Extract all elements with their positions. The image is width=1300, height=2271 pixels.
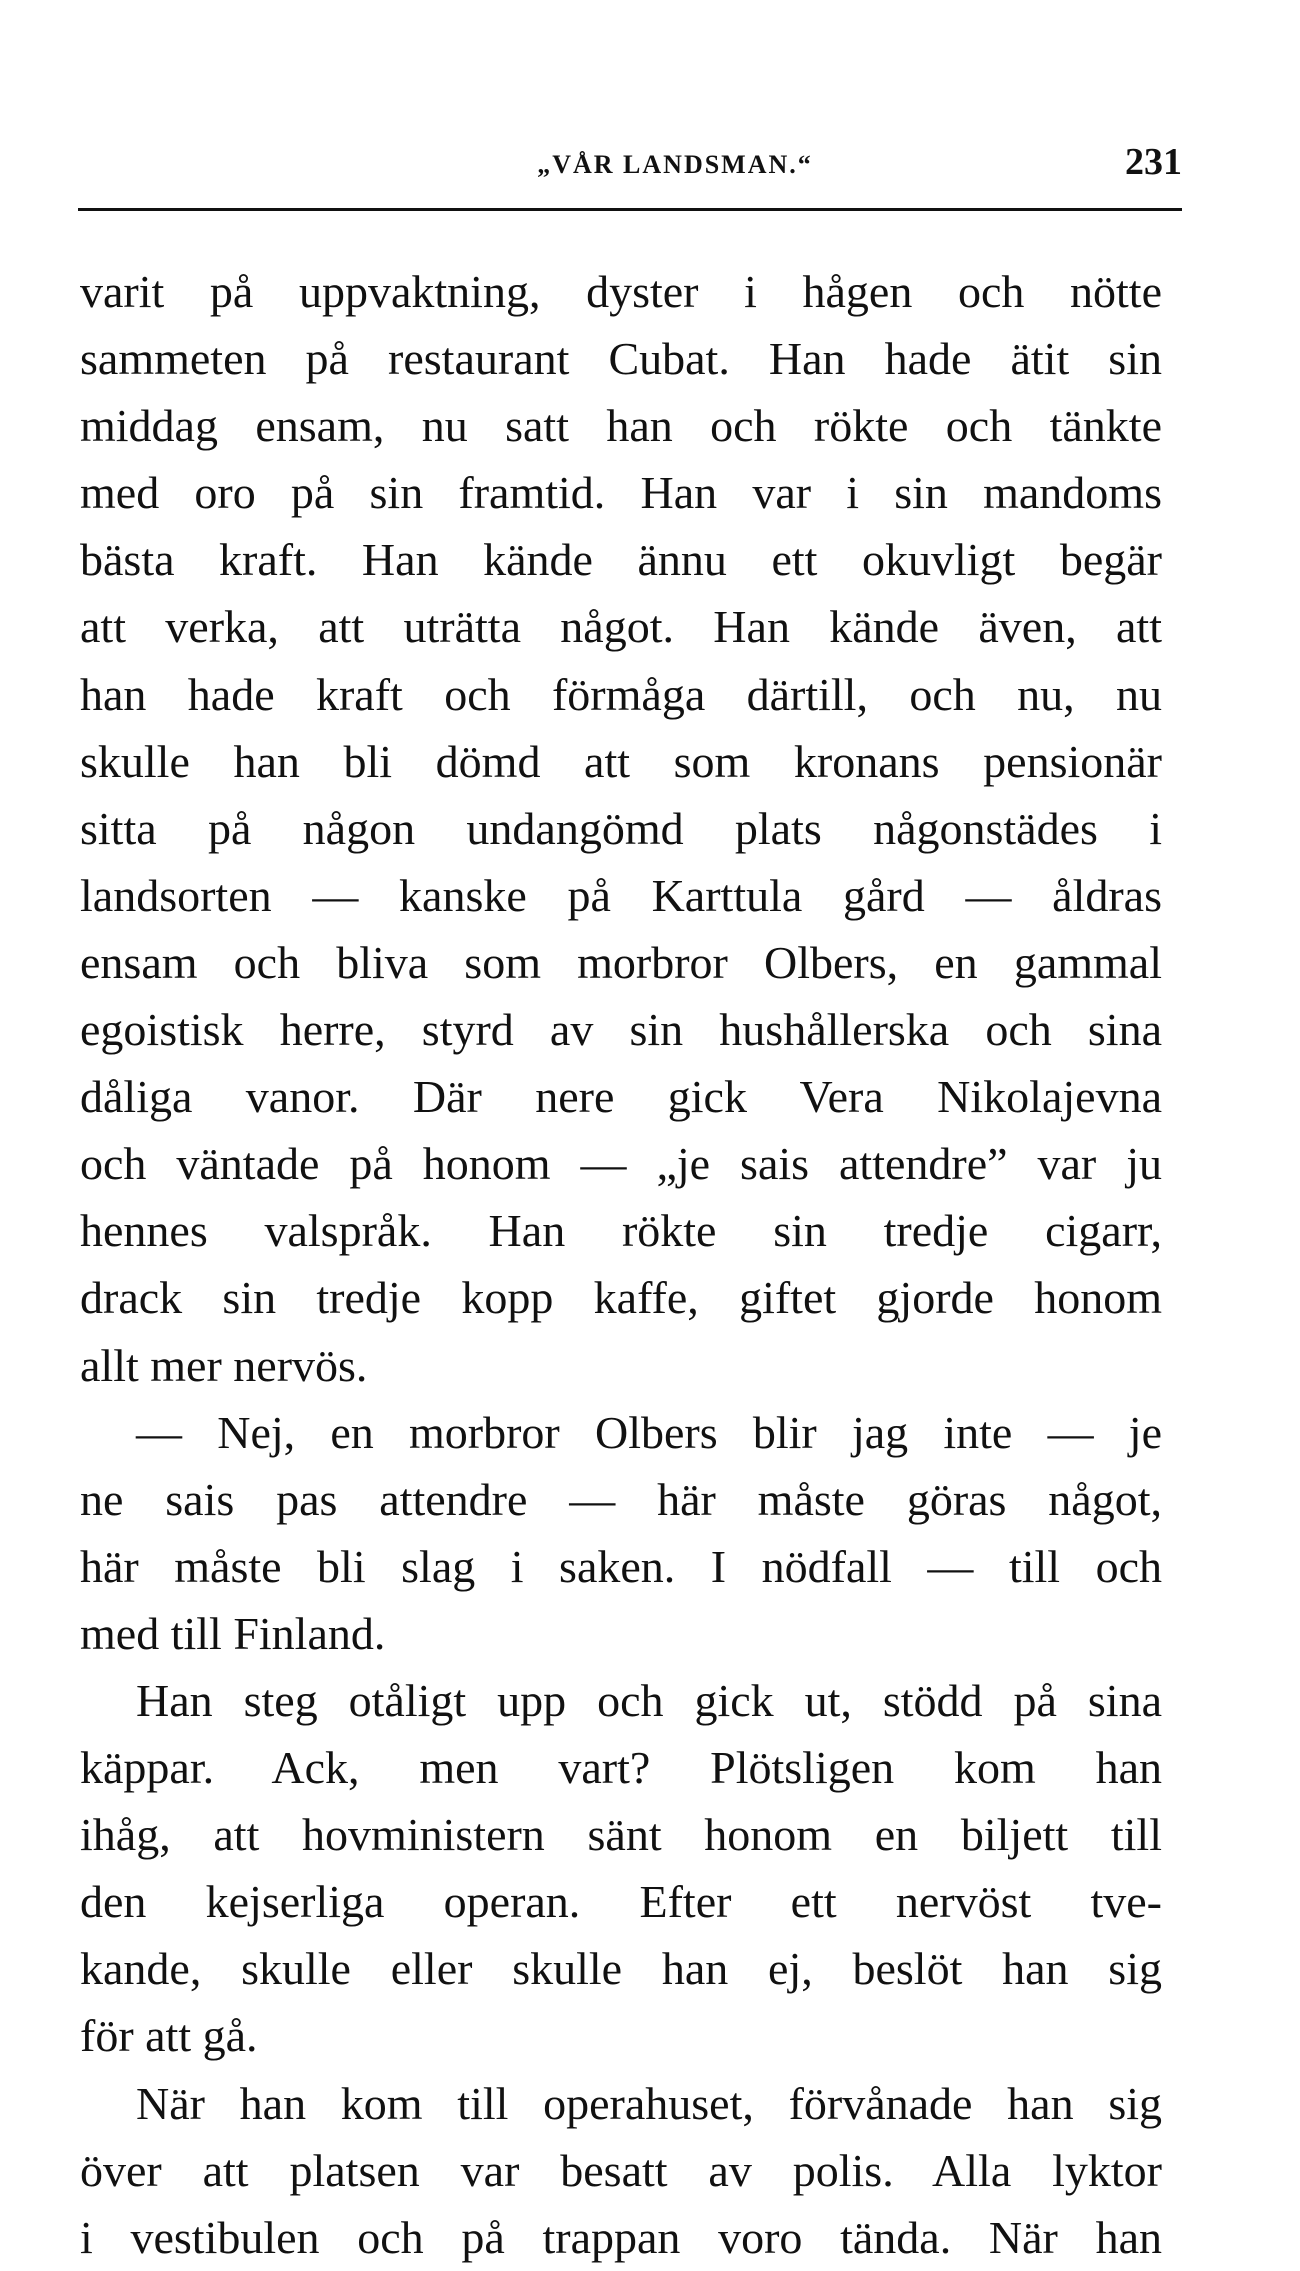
text-line: med oro på sin framtid. Han var i sin mandoms <box>80 467 1162 519</box>
text-line: landsorten — kanske på Karttula gård — åldras <box>80 869 1162 921</box>
text-line: varit på uppvaktning, dyster i hågen och nötte <box>80 266 1162 317</box>
text-line: hennes valspråk. Han rökte sin tredje cigarr, <box>80 1205 1162 1257</box>
text-line: egoistisk herre, styrd av sin hushållerska och sina <box>80 1004 1162 1056</box>
text-line: sitta på någon undangömd plats någonstädes i <box>80 802 1162 854</box>
text-line: — Nej, en morbror Olbers blir jag inte — je <box>136 1406 1162 1458</box>
text-line: dåliga vanor. Där nere gick Vera Nikolajevna <box>80 1071 1162 1123</box>
text-line: den kejserliga operan. Efter ett nervöst tve- <box>80 1876 1162 1928</box>
text-line: ne sais pas attendre — här måste göras något, <box>80 1473 1162 1525</box>
text-line: När han kom till operahuset, förvånade han sig <box>136 2077 1162 2129</box>
running-title: „VÅR LANDSMAN.“ <box>537 150 813 179</box>
text-line: över att platsen var besatt av polis. Alla lyktor <box>80 2144 1162 2196</box>
text-line: ensam och bliva som morbror Olbers, en gammal <box>80 936 1162 988</box>
text-line: i vestibulen och på trappan voro tända. När han <box>80 2211 1162 2263</box>
text-line: han hade kraft och förmåga därtill, och nu, nu <box>80 668 1162 720</box>
text-line: skulle han bli dömd att som kronans pensionär <box>80 735 1162 787</box>
text-line: kande, skulle eller skulle han ej, beslöt han sig <box>80 1943 1162 1995</box>
text-line: ihåg, att hovministern sänt honom en biljett till <box>80 1809 1162 1861</box>
text-line: middag ensam, nu satt han och rökte och tänkte <box>80 400 1162 452</box>
text-line: Han steg otåligt upp och gick ut, stödd på sina <box>136 1674 1162 1726</box>
text-line: här måste bli slag i saken. I nödfall — till och <box>80 1540 1162 1592</box>
running-head <box>78 140 1182 190</box>
body-text <box>80 258 1162 2271</box>
header-rule <box>78 208 1182 211</box>
text-line: bästa kraft. Han kände ännu ett okuvligt begär <box>80 534 1162 586</box>
text-line: sammeten på restaurant Cubat. Han hade ätit sin <box>80 333 1162 385</box>
text-line: käppar. Ack, men vart? Plötsligen kom han <box>80 1742 1162 1794</box>
page-number: 231 <box>1125 141 1182 183</box>
text-line: drack sin tredje kopp kaffe, giftet gjorde honom <box>80 1272 1162 1324</box>
text-line: och väntade på honom — „je sais attendre” var ju <box>80 1138 1162 1190</box>
text-line: allt mer nervös. <box>80 1339 368 1391</box>
text-line: för att gå. <box>80 2010 258 2062</box>
text-line: med till Finland. <box>80 1607 386 1659</box>
text-line: att verka, att uträtta något. Han kände även, att <box>80 601 1162 653</box>
